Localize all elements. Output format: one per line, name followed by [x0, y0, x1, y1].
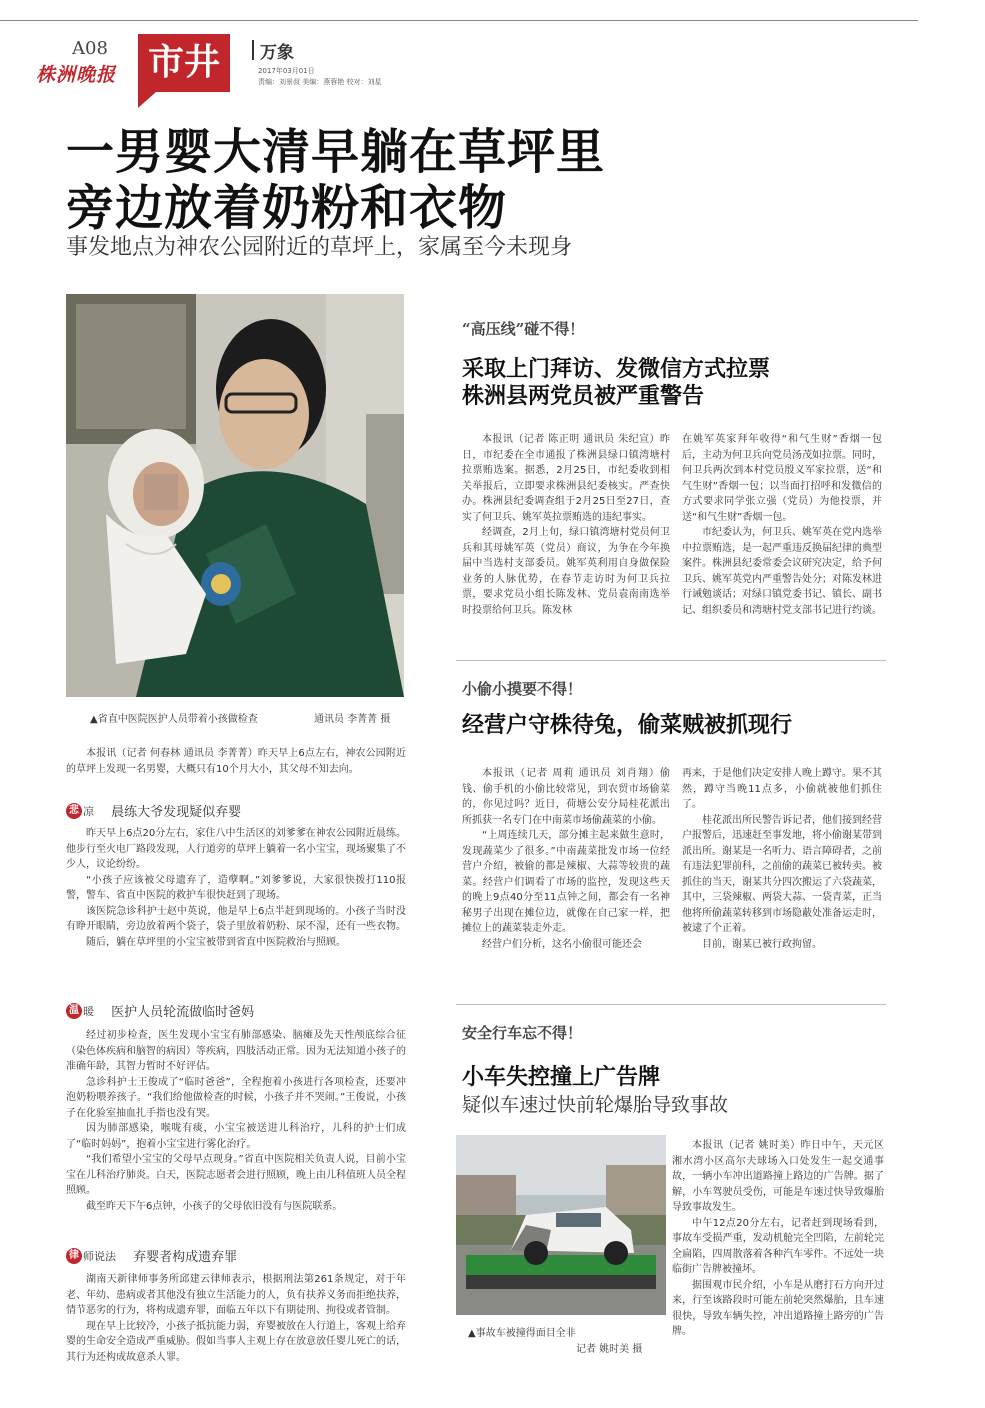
lead-intro-text: 本报讯（记者 何春林 通讯员 李菁菁）昨天早上6点左右，神农公园附近的草坪上发现一名男婴，大概只有10个月大小，其父母不知去向。: [66, 748, 406, 775]
story4-body: [672, 1138, 884, 1340]
section-badge: 温: [66, 1003, 82, 1019]
page-number: A08: [72, 38, 108, 59]
section-title: 医护人员轮流做临时爸妈: [111, 1005, 255, 1020]
lead-headline-line2: 旁边放着奶粉和衣物: [66, 180, 508, 236]
paragraph: 中午12点20分左右，记者赶到现场看到，事故车受损严重，发动机舱完全凹陷，左前轮完全扁陷，四周散落着各种汽车零件。不远处一块临街广告牌被撞坏。: [672, 1217, 884, 1275]
story-divider: [456, 1004, 886, 1005]
issue-editors: 责编：刘景叔 美编：燕蓉艳 校对：刘星: [258, 78, 382, 86]
section-badge-suffix: 暖: [83, 1004, 94, 1018]
paragraph: 因为肺部感染，喉咙有痰，小宝宝被送进儿科治疗，儿科的护士们成了“临时妈妈”，抱着小宝宝进行雾化治疗。: [66, 1123, 406, 1150]
story4-photo-credit: 记者 姚时美 摄: [576, 1344, 643, 1355]
lead-headline: [66, 124, 605, 236]
story2-title-line1: 采取上门拜访、发微信方式拉票: [462, 357, 771, 382]
story3-title: 经营户守株待兔，偷菜贼被抓现行: [462, 713, 793, 738]
lead-photo-credit: 通讯员 李菁菁 摄: [314, 714, 391, 725]
story2-title: [462, 356, 770, 410]
paragraph: 经调查，2月上旬，绿口镇湾塘村党员何卫兵和其母姚军英（党员）商议，为争在今年换届中当选村支部委员。姚军英利用自身做保险业务的人脉优势，在春节走访时为何卫兵拉票，要求党员小组长陈发林、党员袁南南选举时投票给何卫兵。陈发林: [462, 527, 670, 616]
story2-title-line2: 株洲县两党员被严重警告: [462, 384, 705, 409]
section-tag: 市井: [138, 34, 230, 92]
paragraph: 经营户们分析，这名小偷很可能还会: [482, 938, 642, 950]
newspaper-logo: 株洲晚报: [36, 64, 117, 86]
paragraph: 本报讯（记者 周莉 通讯员 刘肖翔）偷钱、偷手机的小偷比较常见，到农贸市场偷菜的，你见过吗？近日，荷塘公安分局桂花派出所抓获一名专门在中南菜市场偷蔬菜的小偷。: [462, 768, 670, 826]
story4-kicker: 安全行车忘不得！: [462, 1024, 583, 1042]
paragraph: 本报讯（记者 陈正明 通讯员 朱纪宣）昨日，市纪委在全市通报了株洲县绿口镇湾塘村拉票贿选案。据悉，2月25日，市纪委收到相关举报后，立即要求株洲县纪委核实。严查快办。株洲县纪委调查组于2月25日至27日，查实了何卫兵、姚军英拉票贿选的违纪事实。: [462, 434, 670, 523]
story4-photo: [456, 1135, 666, 1315]
paragraph: 现在早上比较冷，小孩子抵抗能力弱，弃婴被放在人行道上，客观上给弃婴的生命安全造成严重威胁。假如当事人主观上存在放意放任婴儿死亡的话，其行为还构成故意杀人罪。: [66, 1320, 406, 1363]
lead-section3-body: [66, 1272, 406, 1365]
lead-photo: [66, 294, 404, 697]
lead-intro: [66, 746, 406, 777]
story3-col1: [462, 766, 670, 952]
story4-photo-caption: ▲事故车被撞得面目全非: [468, 1328, 576, 1339]
lead-subhead: 事发地点为神农公园附近的草坪上，家属至今未现身: [66, 235, 573, 260]
paragraph: 昨天早上6点20分左右，家住八中生活区的刘爹爹在神农公园附近晨练。他步行至火电厂路段发现，人行道旁的草坪上躺着一名小宝宝，现场聚集了不少人，议论纷纷。: [66, 828, 406, 870]
paragraph: 随后，躺在草坪里的小宝宝被带到省直中医院救治与照顾。: [86, 936, 346, 948]
section-badge: 律: [66, 1248, 82, 1264]
lead-section1-body: [66, 826, 406, 950]
lead-photo-caption: ▲省直中医院医护人员带着小孩做检查: [90, 714, 258, 725]
top-rule: [0, 20, 918, 21]
story2-col2: [682, 432, 882, 618]
section-title: 晨练大爷发现疑似弃婴: [111, 805, 242, 820]
story4-subtitle: 疑似车速过快前轮爆胎导致事故: [462, 1094, 729, 1116]
lead-section1-heading: [66, 800, 241, 818]
lead-section3-heading: [66, 1245, 237, 1263]
story-divider: [456, 660, 886, 661]
paragraph: “小孩子应该被父母遗弃了，造孽啊。”刘爹爹说，大家很快拨打110报警，警车、省直中医院的救护车很快赶到了现场。: [66, 874, 406, 901]
section-title: 弃婴者构成遗弃罪: [133, 1250, 238, 1265]
story3-col2: [682, 766, 882, 952]
paragraph: 目前，谢某已被行政拘留。: [702, 938, 822, 950]
story3-kicker: 小偷小摸要不得！: [462, 680, 583, 698]
paragraph: 该医院急诊科护士赵中英说，他是早上6点半赶到现场的。小孩子当时没有睁开眼睛，旁边放着两个袋子，袋子里放着奶粉、尿不湿，还有一些衣物。: [66, 905, 406, 932]
story2-kicker: “高压线”碰不得！: [462, 320, 585, 338]
section-badge-suffix: 师说法: [83, 1249, 116, 1263]
section-badge-suffix: 凉: [83, 804, 94, 818]
paragraph: 经过初步检查，医生发现小宝宝有肺部感染、脑瘫及先天性颅底综合征（染色体疾病和脑智的病因）等疾病，四肢活动正常。因为无法知道小孩子的准确年龄，其智力暂时不好评估。: [66, 1030, 406, 1072]
section-badge: 悲: [66, 803, 82, 819]
story4-title: 小车失控撞上广告牌: [462, 1065, 661, 1090]
lead-headline-line1: 一男婴大清早躺在草坪里: [66, 124, 606, 180]
paragraph: 本报讯（记者 姚时美）昨日中午，天元区湘水湾小区高尔夫球场入口处发生一起交通事故，一辆小车冲出道路撞上路边的广告牌。据了解，小车驾驶员受伤，可能是车速过快导致爆胎导致事故发生。: [672, 1140, 884, 1213]
paragraph: 桂花派出所民警告诉记者，他们接到经营户报警后，迅速赶至事发地，将小偷谢某带到派出所。谢某是一名听力、语言障碍者，之前有违法犯罪前科，之前偷的蔬菜已被转卖。被抓住的当天，谢某共分四次搬运了六袋蔬菜，其中，三袋辣椒、两袋大蒜、一袋青菜，正当他将所偷蔬菜转移到市场隐蔽处准备运走时，被逮了个正着。: [682, 814, 882, 934]
story2-col1: [462, 432, 670, 618]
paragraph: 在姚军英家拜年收得“和气生财”香烟一包后，主动为何卫兵向党员汤茂如拉票。同时，何卫兵两次到本村党员殷义军家拉票，送“和气生财”香烟一包；以当面打招呼和发微信的方式要求同学张立强（党员）为他投票，并送“和气生财”香烟一包。: [682, 434, 882, 523]
issue-date: 2017年03月01日: [258, 67, 315, 75]
lead-section2-body: [66, 1028, 406, 1214]
paragraph: “上周连续几天，部分摊主起来做生意时，发现蔬菜少了很多。”中南蔬菜批发市场一位经营户介绍，被偷的都是辣椒、大蒜等较贵的蔬菜。经营户们调看了市场的监控，发现这些天的晚上9点40分至11点钟之间，都会有一名神秘男子出现在摊位边，就像在自己家一样，把摊位上的蔬菜装走外走。: [462, 830, 670, 934]
paragraph: 据围观市民介绍，小车是从磨打石方向开过来，行至该路段时可能左前轮突然爆胎，且车速很快，导致车辆失控，冲出道路撞上路旁的广告牌。: [672, 1279, 884, 1337]
paragraph: “我们希望小宝宝的父母早点现身。”省直中医院相关负责人说，目前小宝宝在儿科治疗肺炎。白天，医院志愿者会进行照顾，晚上由儿科值班人员全程照顾。: [66, 1154, 406, 1196]
paragraph: 截至昨天下午6点钟，小孩子的父母依旧没有与医院联系。: [86, 1200, 343, 1212]
issue-meta: [258, 66, 381, 88]
paragraph: 急诊科护士王俊成了“临时爸爸”，全程抱着小孩进行各项检查，还要冲泡奶粉喂养孩子。“我们给他做检查的时候，小孩子并不哭闹。”王俊说，小孩子在化验室抽血扎手指也没有哭。: [66, 1076, 406, 1119]
lead-section2-heading: [66, 1000, 254, 1018]
sub-section-label: 万象: [260, 38, 294, 63]
paragraph: 湖南天新律师事务所邱建云律师表示，根据刑法第261条规定，对于年老、年幼、患病或者其他没有独立生活能力的人，负有扶养义务而拒绝扶养，情节恶劣的行为，将构成遗弃罪，面临五年以下有期徒刑、拘役或者管制。: [66, 1274, 406, 1316]
paragraph: 再来，于是他们决定安排人晚上蹲守。果不其然，蹲守当晚11点多，小偷就被他们抓住了。: [682, 768, 882, 810]
paragraph: 市纪委认为，何卫兵、姚军英在党内选举中拉票贿选，是一起严重违反换届纪律的典型案件。株洲县纪委常委会议研究决定，给予何卫兵、姚军英党内严重警告处分；对陈发林进行诫勉谈话；对绿口镇党委书记、镇长、副书记、组织委员和湾塘村党支部书记进行约谈。: [682, 527, 882, 616]
